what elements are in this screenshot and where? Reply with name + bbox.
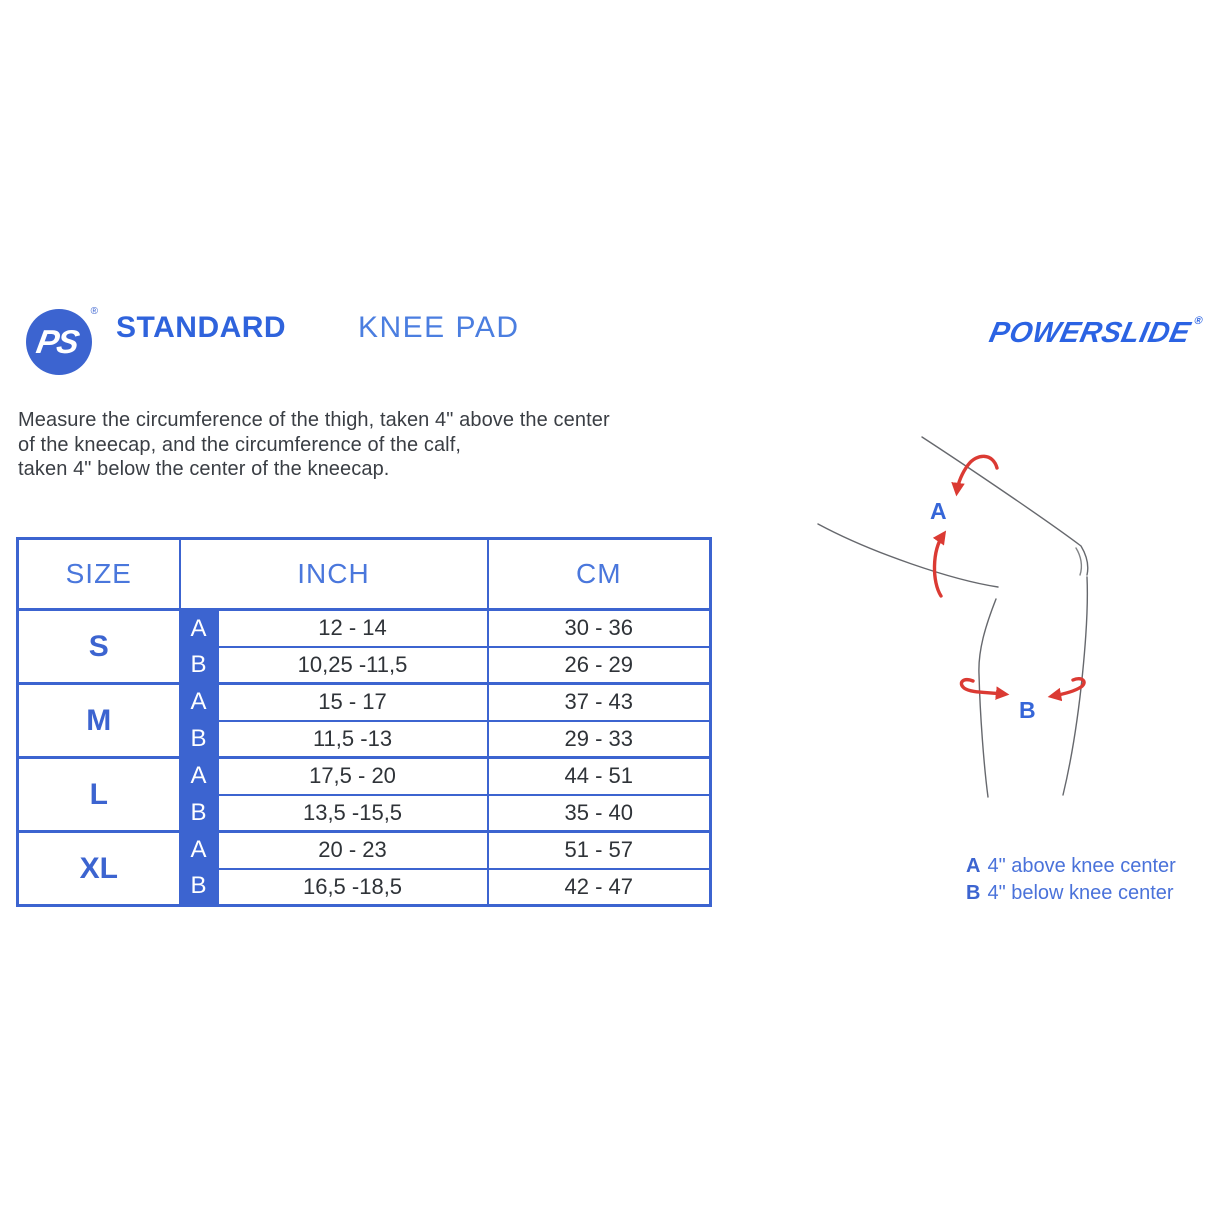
ab-label-cell: B	[180, 795, 218, 832]
ps-logo	[26, 306, 98, 379]
diagram-label-b: B	[1019, 697, 1036, 723]
inch-value-cell: 11,5 -13	[218, 721, 488, 758]
size-cell: M	[18, 684, 180, 758]
brand-name: POWERSLIDE	[986, 317, 1194, 349]
legend-item-b	[966, 880, 1176, 907]
diagram-label-a: A	[930, 498, 947, 524]
cm-value-cell: 26 - 29	[488, 647, 711, 684]
cm-value-cell: 29 - 33	[488, 721, 711, 758]
ab-label-cell: A	[180, 832, 218, 869]
column-header-cm: CM	[488, 539, 711, 610]
calf-arrow-left	[961, 680, 1004, 694]
size-table-row	[18, 684, 711, 721]
ps-logo-circle	[26, 309, 92, 375]
measurement-legend	[966, 853, 1176, 907]
calf-arrow-right	[1053, 679, 1084, 696]
column-header-size: SIZE	[18, 539, 180, 610]
measuring-instructions	[18, 408, 610, 482]
leg-outline	[818, 437, 1088, 797]
inch-value-cell: 12 - 14	[218, 610, 488, 647]
size-cell: S	[18, 610, 180, 684]
cm-value-cell: 30 - 36	[488, 610, 711, 647]
legend-key-a: A	[966, 855, 981, 877]
ab-label-cell: B	[180, 869, 218, 906]
cm-value-cell: 44 - 51	[488, 758, 711, 795]
inch-value-cell: 16,5 -18,5	[218, 869, 488, 906]
instruction-line: taken 4" below the center of the kneecap.	[18, 458, 390, 480]
product-type-title: KNEE PAD	[358, 311, 520, 344]
instruction-line: of the kneecap, and the circumference of the calf,	[18, 433, 462, 456]
legend-key-b: B	[966, 882, 981, 904]
column-header-inch: INCH	[180, 539, 488, 610]
ab-label-cell: B	[180, 647, 218, 684]
inch-value-cell: 20 - 23	[218, 832, 488, 869]
cm-value-cell: 37 - 43	[488, 684, 711, 721]
brand-wordmark	[986, 315, 1204, 350]
knee-diagram	[810, 415, 1210, 815]
cm-value-cell: 35 - 40	[488, 795, 711, 832]
registered-mark-icon: ®	[90, 306, 98, 317]
ab-label-cell: A	[180, 610, 218, 647]
cm-value-cell: 42 - 47	[488, 869, 711, 906]
inch-value-cell: 13,5 -15,5	[218, 795, 488, 832]
ab-label-cell: A	[180, 684, 218, 721]
size-table-row	[18, 758, 711, 795]
ps-logo-text: PS	[33, 323, 81, 360]
size-table	[16, 537, 712, 907]
thigh-arrow-lower	[934, 535, 943, 596]
size-table-row	[18, 832, 711, 869]
inch-value-cell: 10,25 -11,5	[218, 647, 488, 684]
inch-value-cell: 15 - 17	[218, 684, 488, 721]
product-line-title: STANDARD	[116, 311, 287, 344]
legend-text-b: 4" below knee center	[987, 882, 1174, 904]
size-cell: XL	[18, 832, 180, 906]
measurement-arrows	[934, 456, 1084, 696]
cm-value-cell: 51 - 57	[488, 832, 711, 869]
ab-label-cell: A	[180, 758, 218, 795]
size-cell: L	[18, 758, 180, 832]
size-table-header-row	[18, 539, 711, 610]
instruction-line: Measure the circumference of the thigh, taken 4" above the center	[18, 409, 610, 431]
legend-item-a	[966, 853, 1176, 880]
legend-text-a: 4" above knee center	[987, 855, 1176, 877]
inch-value-cell: 17,5 - 20	[218, 758, 488, 795]
ab-label-cell: B	[180, 721, 218, 758]
size-table-row	[18, 610, 711, 647]
size-table-body	[18, 610, 711, 906]
registered-mark-icon: ®	[1193, 315, 1205, 327]
